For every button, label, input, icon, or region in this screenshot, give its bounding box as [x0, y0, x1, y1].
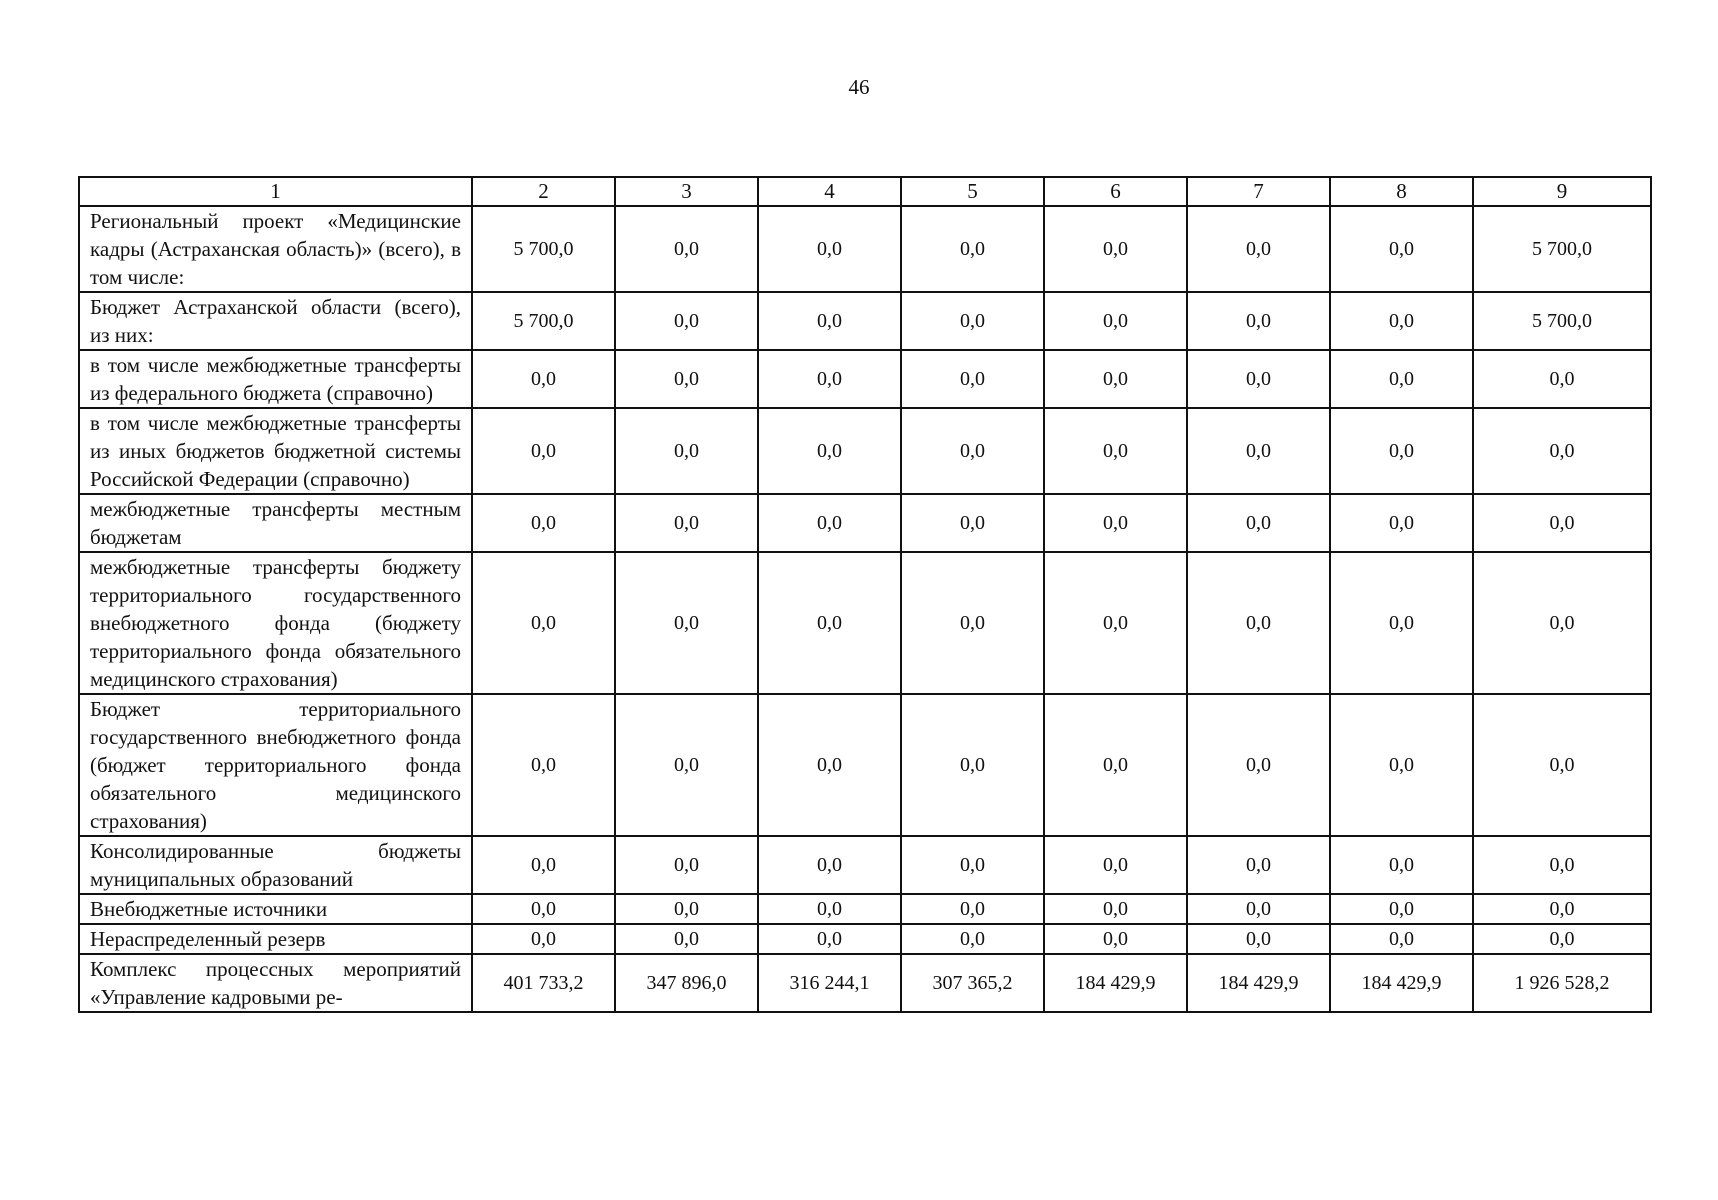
row-label: Консолидированные бюджеты муниципальных образований — [79, 836, 472, 894]
value-cell: 0,0 — [1473, 494, 1651, 552]
value-cell: 1 926 528,2 — [1473, 954, 1651, 1012]
value-cell: 0,0 — [1330, 494, 1473, 552]
value-cell: 0,0 — [615, 206, 758, 292]
value-cell: 0,0 — [615, 292, 758, 350]
value-cell: 0,0 — [901, 408, 1044, 494]
value-cell: 5 700,0 — [1473, 292, 1651, 350]
value-cell: 0,0 — [615, 350, 758, 408]
value-cell: 0,0 — [758, 206, 901, 292]
table-row — [79, 552, 1651, 694]
value-cell: 0,0 — [758, 292, 901, 350]
column-header: 2 — [472, 177, 615, 206]
table-row — [79, 292, 1651, 350]
value-cell: 0,0 — [758, 408, 901, 494]
table-row — [79, 954, 1651, 1012]
value-cell: 0,0 — [1187, 694, 1330, 836]
value-cell: 0,0 — [758, 552, 901, 694]
column-header: 9 — [1473, 177, 1651, 206]
value-cell: 0,0 — [901, 924, 1044, 954]
table-row — [79, 836, 1651, 894]
value-cell: 0,0 — [758, 924, 901, 954]
value-cell: 184 429,9 — [1044, 954, 1187, 1012]
value-cell: 0,0 — [1044, 408, 1187, 494]
value-cell: 0,0 — [1187, 350, 1330, 408]
value-cell: 0,0 — [1330, 206, 1473, 292]
value-cell: 0,0 — [1044, 206, 1187, 292]
value-cell: 0,0 — [901, 694, 1044, 836]
value-cell: 0,0 — [1044, 292, 1187, 350]
value-cell: 5 700,0 — [1473, 206, 1651, 292]
table-row — [79, 894, 1651, 924]
value-cell: 0,0 — [1473, 552, 1651, 694]
value-cell: 0,0 — [615, 894, 758, 924]
row-label: в том числе межбюджетные трансферты из иных бюджетов бюджетной системы Российской Федерации (справочно) — [79, 408, 472, 494]
value-cell: 0,0 — [1473, 408, 1651, 494]
value-cell: 0,0 — [472, 924, 615, 954]
table-body — [79, 206, 1651, 1012]
value-cell: 0,0 — [901, 292, 1044, 350]
value-cell: 0,0 — [1044, 694, 1187, 836]
value-cell: 0,0 — [472, 894, 615, 924]
value-cell: 0,0 — [1187, 494, 1330, 552]
value-cell: 0,0 — [1044, 552, 1187, 694]
value-cell: 0,0 — [615, 408, 758, 494]
value-cell: 0,0 — [1044, 924, 1187, 954]
column-number-row — [79, 177, 1651, 206]
value-cell: 0,0 — [615, 494, 758, 552]
value-cell: 316 244,1 — [758, 954, 901, 1012]
value-cell: 0,0 — [758, 350, 901, 408]
row-label: Бюджет Астраханской области (всего), из них: — [79, 292, 472, 350]
table-row — [79, 408, 1651, 494]
table-row — [79, 206, 1651, 292]
value-cell: 0,0 — [472, 350, 615, 408]
value-cell: 5 700,0 — [472, 206, 615, 292]
value-cell: 0,0 — [901, 494, 1044, 552]
value-cell: 0,0 — [472, 836, 615, 894]
value-cell: 0,0 — [1187, 206, 1330, 292]
column-header: 4 — [758, 177, 901, 206]
value-cell: 5 700,0 — [472, 292, 615, 350]
value-cell: 0,0 — [1330, 408, 1473, 494]
table-row — [79, 694, 1651, 836]
value-cell: 0,0 — [901, 552, 1044, 694]
value-cell: 0,0 — [758, 694, 901, 836]
value-cell: 0,0 — [1044, 836, 1187, 894]
value-cell: 347 896,0 — [615, 954, 758, 1012]
value-cell: 401 733,2 — [472, 954, 615, 1012]
value-cell: 307 365,2 — [901, 954, 1044, 1012]
value-cell: 0,0 — [1473, 694, 1651, 836]
value-cell: 0,0 — [758, 894, 901, 924]
row-label: Бюджет территориального государственного внебюджетного фонда (бюджет территориального фонда обязательного медицинского страхования) — [79, 694, 472, 836]
value-cell: 0,0 — [1044, 894, 1187, 924]
column-header: 6 — [1044, 177, 1187, 206]
value-cell: 0,0 — [1473, 836, 1651, 894]
value-cell: 0,0 — [901, 894, 1044, 924]
value-cell: 0,0 — [1187, 292, 1330, 350]
column-header: 7 — [1187, 177, 1330, 206]
value-cell: 0,0 — [472, 694, 615, 836]
value-cell: 0,0 — [1330, 894, 1473, 924]
page-number: 46 — [848, 75, 870, 99]
value-cell: 184 429,9 — [1330, 954, 1473, 1012]
column-header: 3 — [615, 177, 758, 206]
value-cell: 0,0 — [1330, 292, 1473, 350]
value-cell: 0,0 — [615, 836, 758, 894]
row-label: Региональный проект «Медицинские кадры (Астраханская область)» (всего), в том числе: — [79, 206, 472, 292]
value-cell: 0,0 — [1330, 350, 1473, 408]
value-cell: 0,0 — [472, 552, 615, 694]
value-cell: 0,0 — [901, 206, 1044, 292]
row-label: в том числе межбюджетные трансферты из федерального бюджета (справочно) — [79, 350, 472, 408]
value-cell: 184 429,9 — [1187, 954, 1330, 1012]
value-cell: 0,0 — [1330, 924, 1473, 954]
value-cell: 0,0 — [1473, 350, 1651, 408]
column-header: 1 — [79, 177, 472, 206]
value-cell: 0,0 — [1473, 924, 1651, 954]
value-cell: 0,0 — [1330, 552, 1473, 694]
table-row — [79, 924, 1651, 954]
value-cell: 0,0 — [1187, 924, 1330, 954]
value-cell: 0,0 — [1187, 552, 1330, 694]
value-cell: 0,0 — [615, 552, 758, 694]
budget-table — [78, 176, 1652, 1013]
value-cell: 0,0 — [472, 494, 615, 552]
value-cell: 0,0 — [758, 494, 901, 552]
value-cell: 0,0 — [615, 924, 758, 954]
table-row — [79, 494, 1651, 552]
value-cell: 0,0 — [1187, 894, 1330, 924]
value-cell: 0,0 — [1473, 894, 1651, 924]
row-label: Комплекс процессных мероприятий «Управление кадровыми ре- — [79, 954, 472, 1012]
row-label: Внебюджетные источники — [79, 894, 472, 924]
value-cell: 0,0 — [1330, 694, 1473, 836]
value-cell: 0,0 — [1330, 836, 1473, 894]
value-cell: 0,0 — [472, 408, 615, 494]
value-cell: 0,0 — [1044, 350, 1187, 408]
column-header: 5 — [901, 177, 1044, 206]
row-label: межбюджетные трансферты бюджету территориального государственного внебюджетного фонда (бюджету территориального фонда обязательного медицинского страхования) — [79, 552, 472, 694]
value-cell: 0,0 — [758, 836, 901, 894]
value-cell: 0,0 — [1187, 408, 1330, 494]
value-cell: 0,0 — [1187, 836, 1330, 894]
table-row — [79, 350, 1651, 408]
value-cell: 0,0 — [901, 836, 1044, 894]
row-label: Нераспределенный резерв — [79, 924, 472, 954]
value-cell: 0,0 — [1044, 494, 1187, 552]
value-cell: 0,0 — [615, 694, 758, 836]
row-label: межбюджетные трансферты местным бюджетам — [79, 494, 472, 552]
value-cell: 0,0 — [901, 350, 1044, 408]
column-header: 8 — [1330, 177, 1473, 206]
